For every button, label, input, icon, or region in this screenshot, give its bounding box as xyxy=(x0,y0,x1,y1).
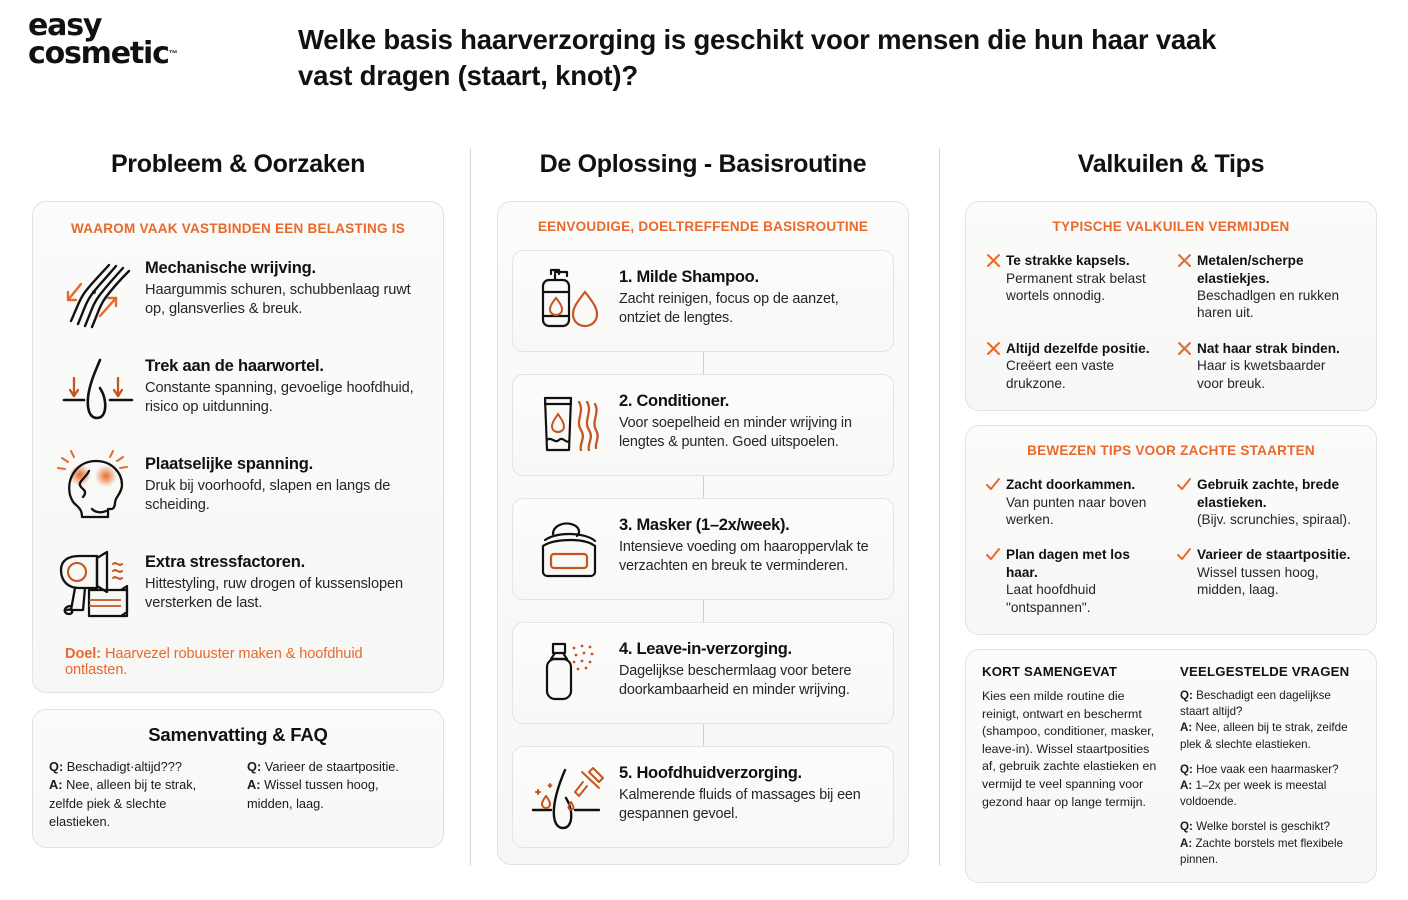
cross-icon xyxy=(980,340,1006,356)
problem-title: Trek aan de haarwortel. xyxy=(145,357,324,376)
faq-question xyxy=(1180,819,1362,835)
tip-desc: Laat hoofdhuid "ontspannen". xyxy=(1006,582,1096,615)
faq-answer xyxy=(1180,778,1362,810)
faq-a-text: Nee, alleen bij te strak, zelfde piek & slechte elastieken. xyxy=(49,777,197,829)
pitfall-desc: Creëert een vaste drukzone. xyxy=(1006,358,1115,391)
card-tips xyxy=(965,425,1377,635)
tip-title: Gebruik zachte, brede elastieken. xyxy=(1197,477,1340,510)
step-connector xyxy=(703,476,704,498)
step-desc: Intensieve voeding om haaroppervlak te verzachten en breuk te verminderen. xyxy=(619,538,869,574)
faq-q-text: Varieer de staartpositie. xyxy=(261,759,399,775)
summary-block xyxy=(982,664,1164,868)
step-connector xyxy=(703,352,704,374)
cross-icon xyxy=(980,252,1006,268)
faq-question xyxy=(1180,688,1362,720)
cross-icon xyxy=(1171,252,1197,268)
faq-entry xyxy=(1180,762,1362,811)
page-title: Welke basis haarverzorging is geschikt voor mensen die hun haar vaak vast dragen (staart, knot)? xyxy=(298,24,1217,92)
step-desc: Kalmerende fluids of massages bij een gespannen gevoel. xyxy=(619,786,861,822)
step-desc: Voor soepelheid en minder wrijving in lengtes & punten. Goed uitspoelen. xyxy=(619,414,852,450)
faq-entry xyxy=(1180,688,1362,753)
goal-body: Haarvezel robuuster maken & hoofdhuid ontlasten. xyxy=(65,646,363,679)
tip-item xyxy=(980,546,1171,616)
tip-item xyxy=(980,476,1171,528)
head-tension-icon xyxy=(49,450,145,526)
faq-q-label: Q: xyxy=(1180,762,1193,776)
summary-heading: KORT SAMENGEVAT xyxy=(982,663,1118,679)
header xyxy=(0,0,1408,120)
cross-icon xyxy=(1171,340,1197,356)
pitfall-title: Nat haar strak binden. xyxy=(1197,340,1340,356)
faq-column-right xyxy=(247,758,427,831)
tip-desc: Van punten naar boven werken. xyxy=(1006,494,1147,527)
faq-q-text: Beschadigt een dagelijkse staart altijd? xyxy=(1180,688,1331,719)
pitfall-title: Altijd dezelfde positie. xyxy=(1006,340,1150,356)
step-title: 1. Milde Shampoo. xyxy=(619,268,759,287)
card-causes xyxy=(32,201,444,693)
faq-a-label: A: xyxy=(247,777,261,793)
step-desc: Dagelijkse beschermlaag voor betere doorkambaarheid en minder wrijving. xyxy=(619,662,852,698)
column-title-problems: Probleem & Oorzaken xyxy=(110,150,366,178)
routine-step xyxy=(512,374,894,476)
column-pitfalls-tips xyxy=(965,150,1377,883)
goal-label: Doel: xyxy=(65,646,101,663)
step-connector xyxy=(703,724,704,746)
card-summary-faq-right xyxy=(965,649,1377,883)
faq-q-label: Q: xyxy=(247,759,262,775)
tip-desc: Wissel tussen hoog, midden, laag. xyxy=(1197,564,1319,598)
routine-step xyxy=(512,250,894,352)
hair-mask-jar-icon xyxy=(523,513,619,585)
faq-a-text: Zachte borstels met flexibele pinnen. xyxy=(1180,836,1344,866)
tip-item xyxy=(1171,546,1362,616)
pitfall-item xyxy=(980,340,1171,392)
logo-line-1: easy xyxy=(28,8,102,43)
tip-title: Varieer de staartpositie. xyxy=(1197,547,1351,563)
hair-follicle-pull-icon xyxy=(49,352,145,428)
pitfall-desc: Permanent strak belast wortels onnodig. xyxy=(1006,270,1146,303)
logo-trademark: ™ xyxy=(168,48,178,59)
problem-title: Mechanische wrijving. xyxy=(145,259,316,278)
pitfall-item xyxy=(1171,252,1362,322)
column-title-pitfalls: Valkuilen & Tips xyxy=(1077,150,1265,178)
faq-answer xyxy=(1180,836,1362,868)
faq-a-text: Nee, alleen bij te strak, zeifde plek & slechte elastieken. xyxy=(1180,721,1348,751)
tip-title: Zacht doorkammen. xyxy=(1006,477,1136,493)
step-title: 5. Hoofdhuidverzorging. xyxy=(619,764,802,783)
shampoo-bottle-icon xyxy=(523,265,619,337)
problem-item xyxy=(49,254,427,330)
problem-desc: Haargummis schuren, schubbenlaag ruwt op, glansverlies & breuk. xyxy=(145,281,411,318)
tip-desc: (Bijv. scrunchies, spiraal). xyxy=(1197,511,1351,527)
pitfall-title: Te strakke kapsels. xyxy=(1006,253,1130,269)
check-icon xyxy=(1171,476,1197,492)
card-causes-heading: WAAROM VAAK VASTBINDEN EEN BELASTING IS xyxy=(70,221,405,236)
brand-logo xyxy=(28,8,258,71)
faq-a-text: 1–2x per week is meestal voldoende. xyxy=(1180,779,1327,809)
column-solution xyxy=(497,150,909,865)
pitfall-item xyxy=(980,252,1171,322)
problem-item xyxy=(49,352,427,428)
faq-question xyxy=(49,758,229,776)
scalp-dropper-icon xyxy=(523,761,619,833)
faq-a-label: A: xyxy=(1180,836,1193,850)
routine-step xyxy=(512,622,894,724)
column-divider-2 xyxy=(939,148,940,866)
card-pitfalls-heading: TYPISCHE VALKUILEN VERMIJDEN xyxy=(1052,219,1290,234)
faq-column-left xyxy=(49,758,229,831)
faq-answer xyxy=(49,776,229,830)
logo-line-2: cosmetic xyxy=(28,35,169,71)
step-title: 2. Conditioner. xyxy=(619,392,730,411)
hair-strands-friction-icon xyxy=(49,254,145,330)
faq-answer xyxy=(247,776,427,812)
faq-q-text: Beschadigt·altijd??? xyxy=(63,759,183,775)
column-divider-1 xyxy=(470,148,471,866)
faq-q-label: Q: xyxy=(49,759,64,775)
faq-a-label: A: xyxy=(1180,779,1193,792)
card-pitfalls xyxy=(965,201,1377,411)
step-desc: Zacht reinigen, focus op de aanzet, ontziet de lengtes. xyxy=(619,290,839,326)
routine-step xyxy=(512,498,894,600)
faq-a-text: Wissel tussen hoog, midden, laag. xyxy=(247,777,379,811)
problem-item xyxy=(49,450,427,526)
faq-heading: VEELGESTELDE VRAGEN xyxy=(1180,663,1350,679)
problem-desc: Druk bij voorhoofd, slapen en langs de scheiding. xyxy=(145,477,391,514)
faq-q-text: Welke borstel is geschikt? xyxy=(1192,820,1330,834)
card-routine-heading: EENVOUDIGE, DOELTREFFENDE BASISROUTINE xyxy=(537,219,869,234)
column-problems xyxy=(32,150,444,848)
spray-bottle-icon xyxy=(523,637,619,709)
faq-a-label: A: xyxy=(49,777,63,793)
summary-text: Kies een milde routine die reinigt, ontwart en beschermt (shampoo, conditioner, masker, leave-in). Wissel staartposities af, gebruik zachte elastieken en vermijd te veel spanning voor gezond haar op lange termijn. xyxy=(982,688,1157,809)
step-title: 3. Masker (1–2x/week). xyxy=(619,516,790,535)
pitfall-desc: Beschadlgen en rukken haren uit. xyxy=(1197,288,1340,321)
faq-question xyxy=(247,758,427,776)
goal-text xyxy=(49,646,427,678)
faq-q-label: Q: xyxy=(1180,820,1193,834)
check-icon xyxy=(980,476,1006,492)
problem-item xyxy=(49,548,427,624)
card-summary-faq xyxy=(32,709,444,848)
column-title-solution: De Oplossing - Basisroutine xyxy=(539,150,867,178)
tip-item xyxy=(1171,476,1362,528)
step-connector xyxy=(703,600,704,622)
faq-q-text: Hoe vaak een haarmasker? xyxy=(1192,762,1339,776)
problem-title: Plaatselijke spanning. xyxy=(145,455,313,474)
problem-desc: Constante spanning, gevoelige hoofdhuid, risico op uitdunning. xyxy=(145,379,414,416)
pitfall-item xyxy=(1171,340,1362,392)
pitfall-title: Metalen/scherpe elastiekjes. xyxy=(1197,253,1304,286)
check-icon xyxy=(1171,546,1197,562)
faq-answer xyxy=(1180,720,1362,752)
conditioner-tube-icon xyxy=(523,389,619,461)
card-routine xyxy=(497,201,909,865)
pitfall-desc: Haar is kwetsbaarder voor breuk. xyxy=(1197,358,1326,391)
hairdryer-towel-icon xyxy=(49,548,145,624)
problem-title: Extra stressfactoren. xyxy=(145,553,305,572)
tip-title: Plan dagen met los haar. xyxy=(1006,547,1130,580)
problem-desc: Hittestyling, ruw drogen of kussenslopen versterken de last. xyxy=(145,575,404,612)
step-title: 4. Leave-in-verzorging. xyxy=(619,640,792,659)
faq-a-label: A: xyxy=(1180,721,1193,735)
faq-block xyxy=(1180,664,1362,868)
faq-question xyxy=(1180,762,1362,778)
summary-faq-title: Samenvatting & FAQ xyxy=(148,724,328,746)
routine-step xyxy=(512,746,894,848)
check-icon xyxy=(980,546,1006,562)
card-tips-heading: BEWEZEN TIPS VOOR ZACHTE STAARTEN xyxy=(1027,442,1315,458)
faq-entry xyxy=(1180,819,1362,868)
faq-q-label: Q: xyxy=(1180,688,1193,702)
